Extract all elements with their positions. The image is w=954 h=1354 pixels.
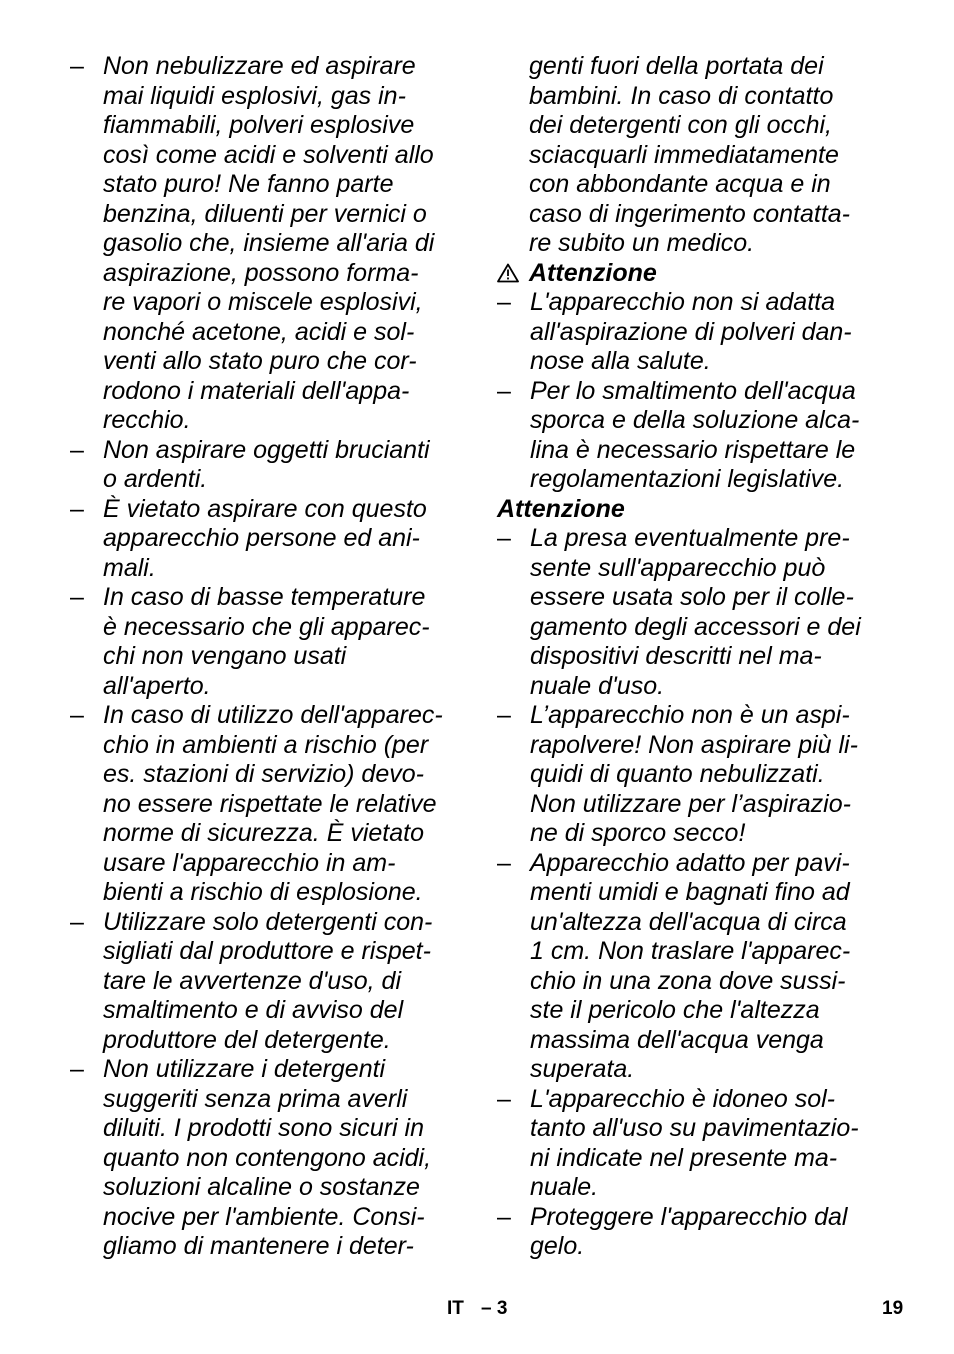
text-line: Non aspirare oggetti brucianti [103, 435, 430, 464]
text-line: benzina, diluenti per vernici o [103, 199, 427, 228]
list-dash: – [70, 701, 84, 729]
text-line: venti allo stato puro che cor- [103, 347, 417, 375]
list-dash: – [497, 848, 511, 877]
text-line: aspirazione, possono forma- [103, 258, 419, 287]
text-line: ste il pericolo che l'altezza [530, 996, 820, 1024]
text-line: es. stazioni di servizio) devo- [103, 760, 424, 788]
list-dash: – [497, 701, 511, 729]
warning-heading [497, 259, 892, 289]
left-column [70, 52, 465, 1262]
text-line: stato puro! Ne fanno parte [103, 170, 394, 198]
text-line: o ardenti. [103, 465, 208, 493]
list-dash: – [497, 288, 511, 316]
text-line: re vapori o miscele esplosivi, [103, 288, 423, 316]
continued-text [497, 52, 892, 259]
list-dash: – [497, 1202, 511, 1231]
list-item-text [103, 583, 430, 701]
text-line: L’apparecchio non è un aspi- [530, 701, 850, 729]
text-line: In caso di utilizzo dell'apparec- [103, 701, 443, 729]
text-line: usare l'apparecchio in am- [103, 848, 396, 877]
warning-heading-text: Attenzione [529, 258, 657, 287]
text-line: Non utilizzare i detergenti [103, 1055, 386, 1083]
text-line: Per lo smaltimento dell'acqua [530, 376, 856, 405]
text-line: gasolio che, insieme all'aria di [103, 229, 435, 257]
text-line: chio in una zona dove sussi- [530, 966, 846, 995]
list-item [497, 524, 892, 701]
list-item [70, 583, 465, 701]
text-line: ne di sporco secco! [530, 819, 746, 847]
list-dash: – [70, 583, 84, 611]
list-item [70, 701, 465, 908]
text-line: nose alla salute. [530, 347, 711, 375]
text-line: tanto all'uso su pavimentazio- [530, 1114, 859, 1142]
text-line: nonché acetone, acidi e sol- [103, 317, 415, 346]
list-item-text [530, 524, 861, 701]
text-line: sporca e della soluzione alca- [530, 406, 860, 434]
text-line: dispositivi descritti nel ma- [530, 642, 822, 670]
text-line: È vietato aspirare con questo [103, 494, 427, 523]
list-dash: – [70, 1055, 84, 1083]
text-line: Non utilizzare per l’aspirazio- [530, 789, 851, 818]
text-line: smaltimento e di avviso del [103, 996, 404, 1024]
list-dash: – [70, 494, 84, 523]
text-line: nocive per l'ambiente. Consi- [103, 1202, 425, 1231]
list-item-text [530, 701, 858, 849]
text-line: chio in ambienti a rischio (per [103, 730, 429, 759]
list-item-text [530, 1203, 847, 1262]
text-line: superata. [530, 1055, 635, 1083]
list-item [497, 849, 892, 1085]
list-item-text [530, 1085, 859, 1203]
text-line: rapolvere! Non aspirare più li- [530, 730, 858, 759]
text-line: Utilizzare solo detergenti con- [103, 907, 433, 936]
text-line: diluiti. I prodotti sono sicuri in [103, 1114, 424, 1142]
text-line: bienti a rischio di esplosione. [103, 878, 423, 906]
list-item [70, 495, 465, 584]
right-column [497, 52, 892, 1262]
text-line: lina è necessario rispettare le [530, 435, 856, 464]
text-line: essere usata solo per il colle- [530, 583, 854, 611]
list-dash: – [70, 52, 84, 80]
text-line: massima dell'acqua venga [530, 1025, 824, 1054]
list-item [70, 1055, 465, 1262]
text-line: genti fuori della portata dei [529, 52, 824, 80]
text-line: all'aperto. [103, 671, 211, 700]
text-line: L'apparecchio è idoneo sol- [530, 1084, 835, 1113]
text-line: re subito un medico. [529, 229, 755, 257]
text-line: ni indicate nel presente ma- [530, 1143, 838, 1172]
text-line: regolamentazioni legislative. [530, 465, 845, 493]
list-item [70, 436, 465, 495]
text-line: L'apparecchio non si adatta [530, 288, 835, 316]
text-line: con abbondante acqua e in [529, 170, 831, 198]
text-line: norme di sicurezza. È vietato [103, 819, 424, 847]
text-line: è necessario che gli apparec- [103, 612, 430, 641]
text-line: sigliati dal produttore e rispet- [103, 937, 431, 965]
text-line: chi non vengano usati [103, 642, 347, 670]
caution-heading: Attenzione [497, 494, 625, 523]
text-line: quanto non contengono acidi, [103, 1143, 432, 1172]
list-item [497, 701, 892, 849]
list-item-text [103, 908, 432, 1056]
text-line: così come acidi e solventi allo [103, 140, 434, 169]
text-line: Proteggere l'apparecchio dal [530, 1202, 848, 1231]
list-item-text [530, 288, 852, 377]
text-line: apparecchio persone ed ani- [103, 524, 420, 552]
text-line: Non nebulizzare ed aspirare [103, 52, 416, 80]
list-item [70, 52, 465, 436]
list-dash: – [497, 524, 511, 552]
text-line: In caso di basse temperature [103, 583, 426, 611]
text-line: menti umidi e bagnati fino ad [530, 878, 850, 906]
list-dash: – [497, 1084, 511, 1113]
text-line: nuale. [530, 1173, 599, 1201]
list-item-text [530, 377, 859, 495]
list-item-text [103, 701, 443, 908]
text-line: La presa eventualmente pre- [530, 524, 850, 552]
text-line: Apparecchio adatto per pavi- [530, 848, 850, 877]
text-line: sente sull'apparecchio può [530, 553, 826, 582]
list-dash: – [497, 376, 511, 405]
text-line: recchio. [103, 406, 191, 434]
text-line: mali. [103, 553, 156, 582]
text-line: gamento degli accessori e dei [530, 612, 861, 641]
text-line: nuale d'uso. [530, 671, 665, 700]
text-line: caso di ingerimento contatta- [529, 199, 851, 228]
list-item [70, 908, 465, 1056]
text-line: soluzioni alcaline o sostanze [103, 1173, 420, 1201]
text-line: gelo. [530, 1232, 585, 1260]
text-line: un'altezza dell'acqua di circa [530, 907, 847, 936]
list-item [497, 1085, 892, 1203]
text-line: no essere rispettate le relative [103, 789, 437, 818]
list-item-text [103, 495, 427, 584]
text-line: suggeriti senza prima averli [103, 1084, 408, 1113]
warning-triangle-icon [497, 259, 529, 289]
text-line: all'aspirazione di polveri dan- [530, 317, 852, 346]
list-dash: – [70, 435, 84, 464]
text-line: rodono i materiali dell'appa- [103, 376, 410, 405]
list-item-text [103, 1055, 431, 1262]
footer-language: IT [447, 1298, 464, 1319]
footer-section: – 3 [481, 1298, 508, 1319]
text-line: 1 cm. Non traslare l'apparec- [530, 937, 851, 965]
text-line: tare le avvertenze d'uso, di [103, 966, 401, 995]
list-item-text [103, 436, 430, 495]
text-line: produttore del detergente. [103, 1025, 391, 1054]
page-number: 19 [882, 1298, 904, 1319]
list-item [497, 377, 892, 495]
text-line: quidi di quanto nebulizzati. [530, 760, 825, 788]
text-line: bambini. In caso di contatto [529, 81, 834, 110]
list-item-text [103, 52, 434, 436]
list-item-text [530, 849, 850, 1085]
text-line: dei detergenti con gli occhi, [529, 111, 832, 139]
text-line: sciacquarli immediatamente [529, 140, 839, 169]
list-dash: – [70, 907, 84, 936]
text-line: gliamo di mantenere i deter- [103, 1232, 414, 1260]
text-line: fiammabili, polveri esplosive [103, 111, 415, 139]
list-item [497, 1203, 892, 1262]
text-line: mai liquidi esplosivi, gas in- [103, 81, 406, 110]
list-item [497, 288, 892, 377]
